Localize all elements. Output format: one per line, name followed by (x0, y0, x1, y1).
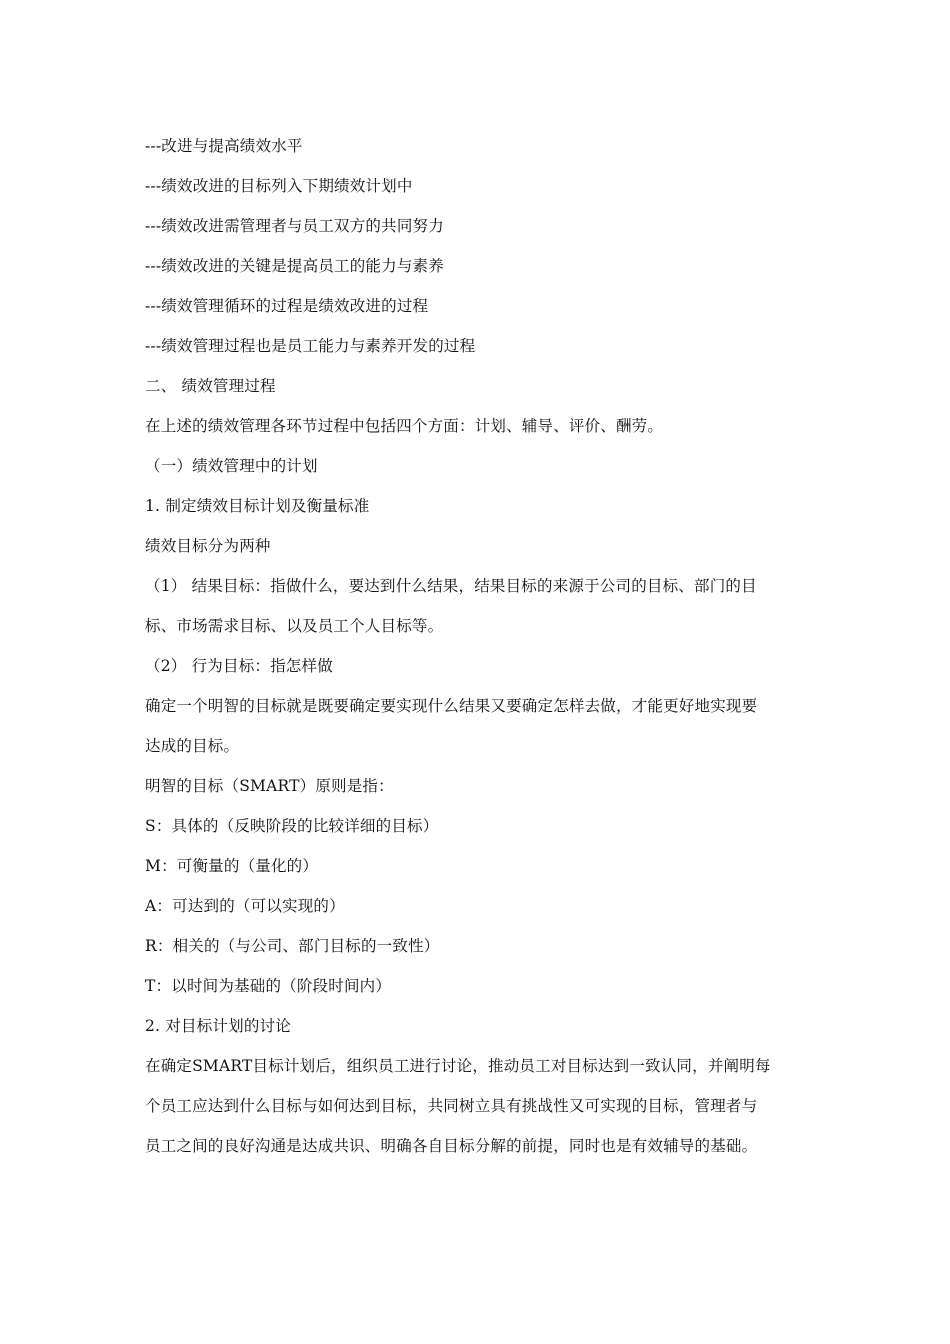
smart-item: T：以时间为基础的（阶段时间内） (145, 977, 392, 995)
paragraph-line: （2） 行为目标：指怎样做 (145, 657, 333, 675)
smart-item: M：可衡量的（量化的） (145, 857, 319, 875)
bullet-line: ---绩效改进的关键是提高员工的能力与素养 (145, 257, 444, 275)
bullet-line: ---绩效改进需管理者与员工双方的共同努力 (145, 217, 444, 235)
bullet-line: ---改进与提高绩效水平 (145, 137, 303, 155)
smart-item: S：具体的（反映阶段的比较详细的目标） (145, 817, 439, 835)
smart-item: A：可达到的（可以实现的） (145, 897, 345, 915)
subsection-heading: （一）绩效管理中的计划 (145, 457, 318, 475)
bullet-line: ---绩效管理过程也是员工能力与素养开发的过程 (145, 337, 476, 355)
paragraph-line: 个员工应达到什么目标与如何达到目标，共同树立具有挑战性又可实现的目标，管理者与 (145, 1097, 758, 1115)
section-heading: 二、 绩效管理过程 (145, 377, 276, 395)
paragraph-line: 绩效目标分为两种 (145, 537, 271, 555)
paragraph-line: 在确定SMART目标计划后，组织员工进行讨论，推动员工对目标达到一致认同，并阐明每 (145, 1057, 771, 1075)
bullet-line: ---绩效管理循环的过程是绩效改进的过程 (145, 297, 429, 315)
bullet-line: ---绩效改进的目标列入下期绩效计划中 (145, 177, 413, 195)
paragraph-line: 在上述的绩效管理各环节过程中包括四个方面：计划、辅导、评价、酬劳。 (145, 417, 664, 435)
paragraph-line: 明智的目标（SMART）原则是指： (145, 777, 394, 795)
smart-item: R：相关的（与公司、部门目标的一致性） (145, 937, 440, 955)
numbered-heading: 1. 制定绩效目标计划及衡量标准 (145, 497, 370, 515)
numbered-heading: 2. 对目标计划的讨论 (145, 1017, 291, 1035)
paragraph-line: 员工之间的良好沟通是达成共识、明确各自目标分解的前提，同时也是有效辅导的基础。 (145, 1137, 758, 1155)
paragraph-line: 标、市场需求目标、以及员工个人目标等。 (145, 617, 444, 635)
paragraph-line: 确定一个明智的目标就是既要确定要实现什么结果又要确定怎样去做，才能更好地实现要 (145, 697, 758, 715)
paragraph-line: 达成的目标。 (145, 737, 240, 755)
document-body (145, 126, 805, 1166)
paragraph-line: （1） 结果目标：指做什么，要达到什么结果，结果目标的来源于公司的目标、部门的目 (145, 577, 757, 595)
